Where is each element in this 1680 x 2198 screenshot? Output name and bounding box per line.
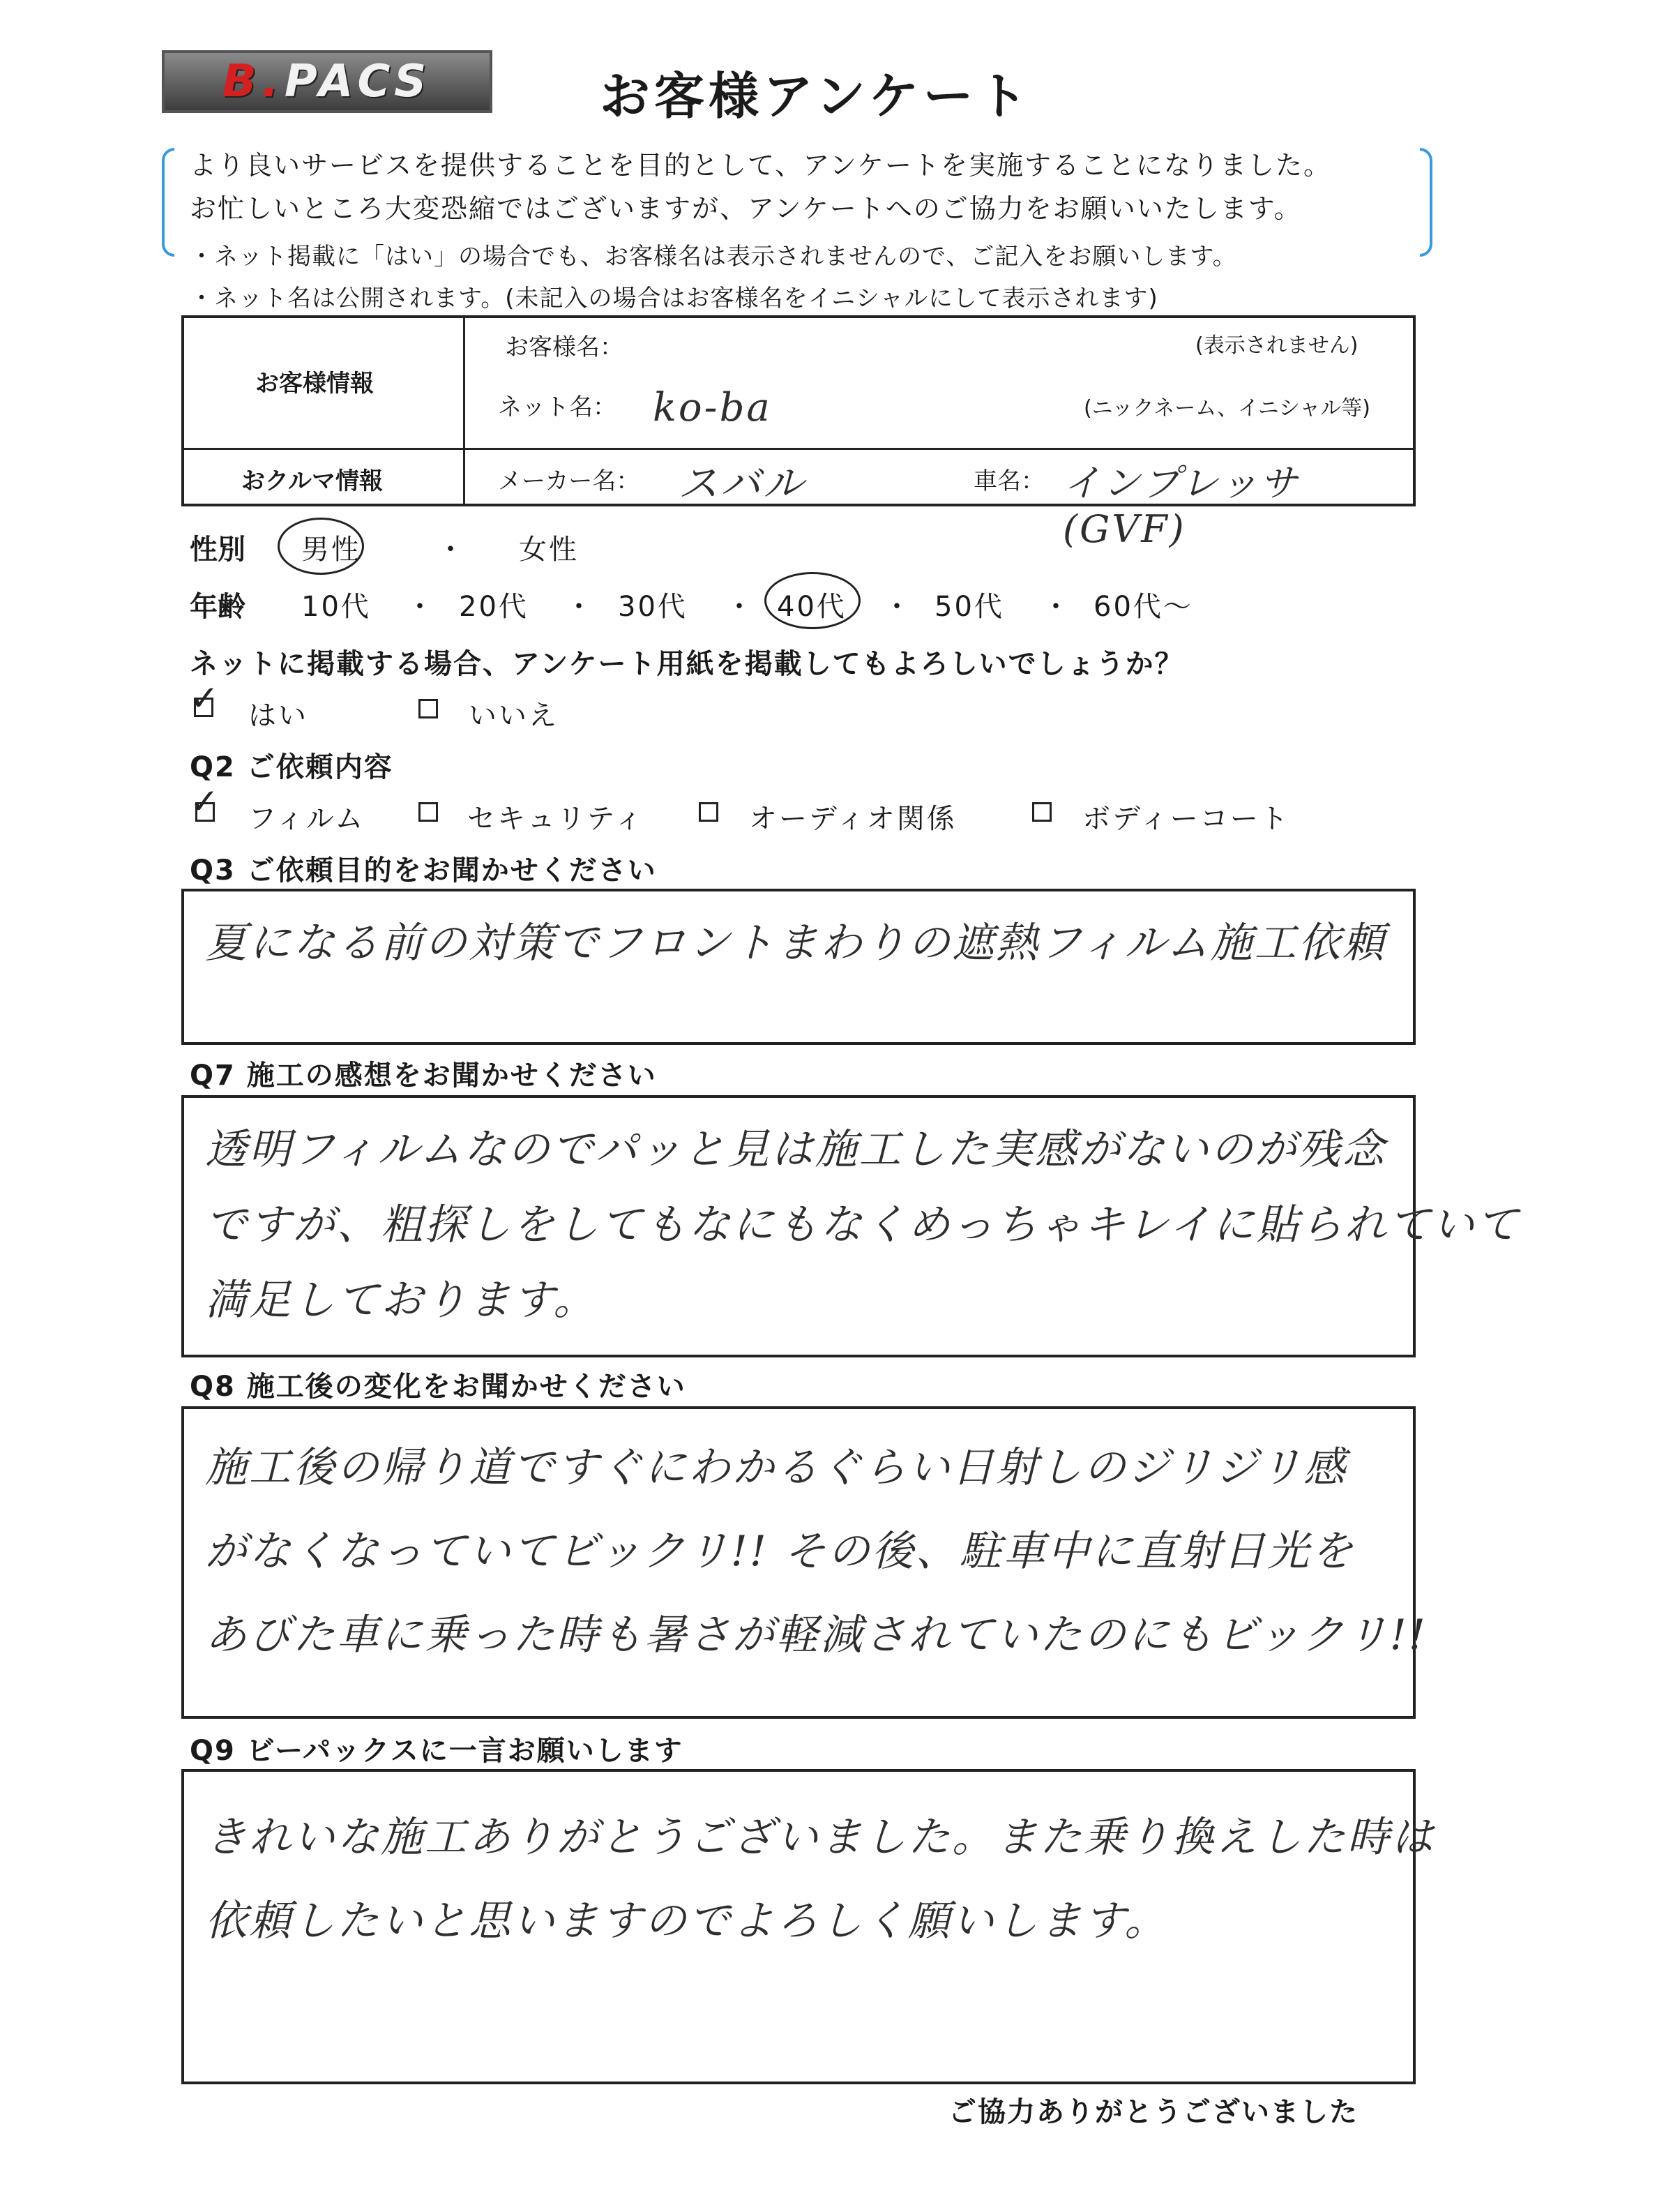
- age-separator: ・: [406, 591, 436, 623]
- q8-answer-line-1: 施工後の帰り道ですぐにわかるぐらい日射しのジリジリ感: [205, 1443, 1347, 1492]
- logo-text: B.PACS: [222, 56, 432, 107]
- note-2: ・ネット名は公開されます。(未記入の場合はお客様名をイニシャルにして表示されます): [190, 285, 1158, 313]
- age-separator: ・: [565, 591, 595, 623]
- checkbox-body-coat[interactable]: [1032, 802, 1052, 822]
- q8-question: Q8 施工後の変化をお聞かせください: [190, 1371, 686, 1403]
- age-label: 年齢: [190, 591, 245, 623]
- q9-answer-line-2: 依頼したいと思いますのでよろしく願いします。: [205, 1897, 1169, 1945]
- option-body-coat-label: ボディーコート: [1082, 803, 1290, 835]
- q8-answer-box[interactable]: [181, 1406, 1428, 1719]
- bpacs-logo: [162, 50, 492, 113]
- q3-answer-text: 夏になる前の対策でフロントまわりの遮熱フィルム施工依頼: [205, 919, 1386, 968]
- q7-answer-line-1: 透明フィルムなのでパッと見は施工した実感がないのが残念: [205, 1125, 1386, 1174]
- page-title: お客様アンケート: [600, 67, 1032, 126]
- option-no-label: いいえ: [469, 700, 559, 732]
- note-1: ・ネット掲載に「はい」の場合でも、お客様名は表示されませんので、ご記入をお願いします。: [190, 243, 1237, 271]
- age-option-10s[interactable]: 10代: [301, 591, 371, 623]
- option-security-label: セキュリティ: [467, 803, 644, 835]
- q2-question: Q2 ご依頼内容: [190, 751, 393, 783]
- car-name-label: 車名：: [974, 467, 1045, 495]
- age-option-60s-plus[interactable]: 60代～: [1093, 591, 1193, 623]
- maker-field[interactable]: スバル: [678, 460, 806, 507]
- net-name-field[interactable]: ko-ba: [653, 385, 772, 430]
- q7-answer-line-3: 満足しております。: [205, 1276, 598, 1325]
- q9-question: Q9 ビーパックスに一言お願いします: [190, 1735, 683, 1767]
- intro-line-2: お忙しいところ大変恐縮ではございますが、アンケートへのご協力をお願いいたします。: [190, 193, 1302, 224]
- checkbox-no[interactable]: [418, 699, 438, 718]
- age-option-40s[interactable]: 40代: [777, 591, 847, 623]
- gender-separator: ・: [437, 534, 467, 566]
- footer-thanks: ご協力ありがとうございました: [948, 2096, 1359, 2128]
- customer-name-hint: (表示されません): [1195, 333, 1359, 358]
- q9-answer-line-1: きれいな施工ありがとうございました。また乗り換えした時は: [205, 1813, 1435, 1862]
- checkmark-icon: ✓: [190, 781, 219, 822]
- table-divider-horizontal: [184, 448, 1413, 450]
- age-separator: ・: [725, 591, 755, 623]
- maker-label: メーカー名：: [498, 467, 640, 495]
- age-option-30s[interactable]: 30代: [618, 591, 688, 623]
- age-option-20s[interactable]: 20代: [459, 591, 529, 623]
- car-name-field[interactable]: インプレッサ (GVF): [1063, 461, 1300, 551]
- checkmark-icon: ✓: [190, 678, 219, 718]
- net-name-label: ネット名：: [498, 393, 616, 421]
- age-separator: ・: [1042, 591, 1072, 623]
- option-film-label: フィルム: [248, 803, 365, 835]
- age-option-50s[interactable]: 50代: [934, 591, 1004, 623]
- customer-name-label: お客様名：: [505, 333, 623, 361]
- option-audio-label: オーディオ関係: [749, 803, 957, 835]
- option-yes-label: はい: [248, 700, 308, 732]
- customer-info-label: お客様情報: [255, 370, 374, 398]
- age-separator: ・: [883, 591, 913, 623]
- checkbox-audio[interactable]: [699, 802, 718, 822]
- q9-answer-box[interactable]: [181, 1769, 1435, 2084]
- intro-bracket-right: [1420, 148, 1432, 257]
- table-divider-vertical: [463, 318, 465, 504]
- car-info-label: おクルマ情報: [241, 467, 383, 495]
- q7-answer-box[interactable]: [181, 1095, 1520, 1357]
- intro-bracket-left: [162, 148, 174, 257]
- q7-question: Q7 施工の感想をお聞かせください: [190, 1060, 657, 1092]
- gender-option-male[interactable]: 男性: [301, 534, 361, 566]
- q8-answer-line-2: がなくなっていてビックリ!! その後、駐車中に直射日光を: [205, 1527, 1355, 1576]
- q8-answer-line-3: あびた車に乗った時も暑さが軽減されていたのにもビックリ!!: [205, 1611, 1428, 1659]
- checkbox-security[interactable]: [418, 802, 438, 822]
- gender-option-female[interactable]: 女性: [519, 534, 579, 566]
- q7-answer-line-2: ですが、粗探しをしてもなにもなくめっちゃキレイに貼られていて: [205, 1200, 1520, 1249]
- intro-line-1: より良いサービスを提供することを目的として、アンケートを実施することになりました。: [190, 150, 1331, 181]
- q1-question: ネットに掲載する場合、アンケート用紙を掲載してもよろしいでしょうか？: [190, 648, 1184, 680]
- q3-question: Q3 ご依頼目的をお聞かせください: [190, 855, 657, 887]
- q3-answer-box[interactable]: [181, 889, 1416, 1045]
- net-name-hint: (ニックネーム、イニシャル等): [1084, 396, 1371, 421]
- gender-label: 性別: [190, 534, 245, 566]
